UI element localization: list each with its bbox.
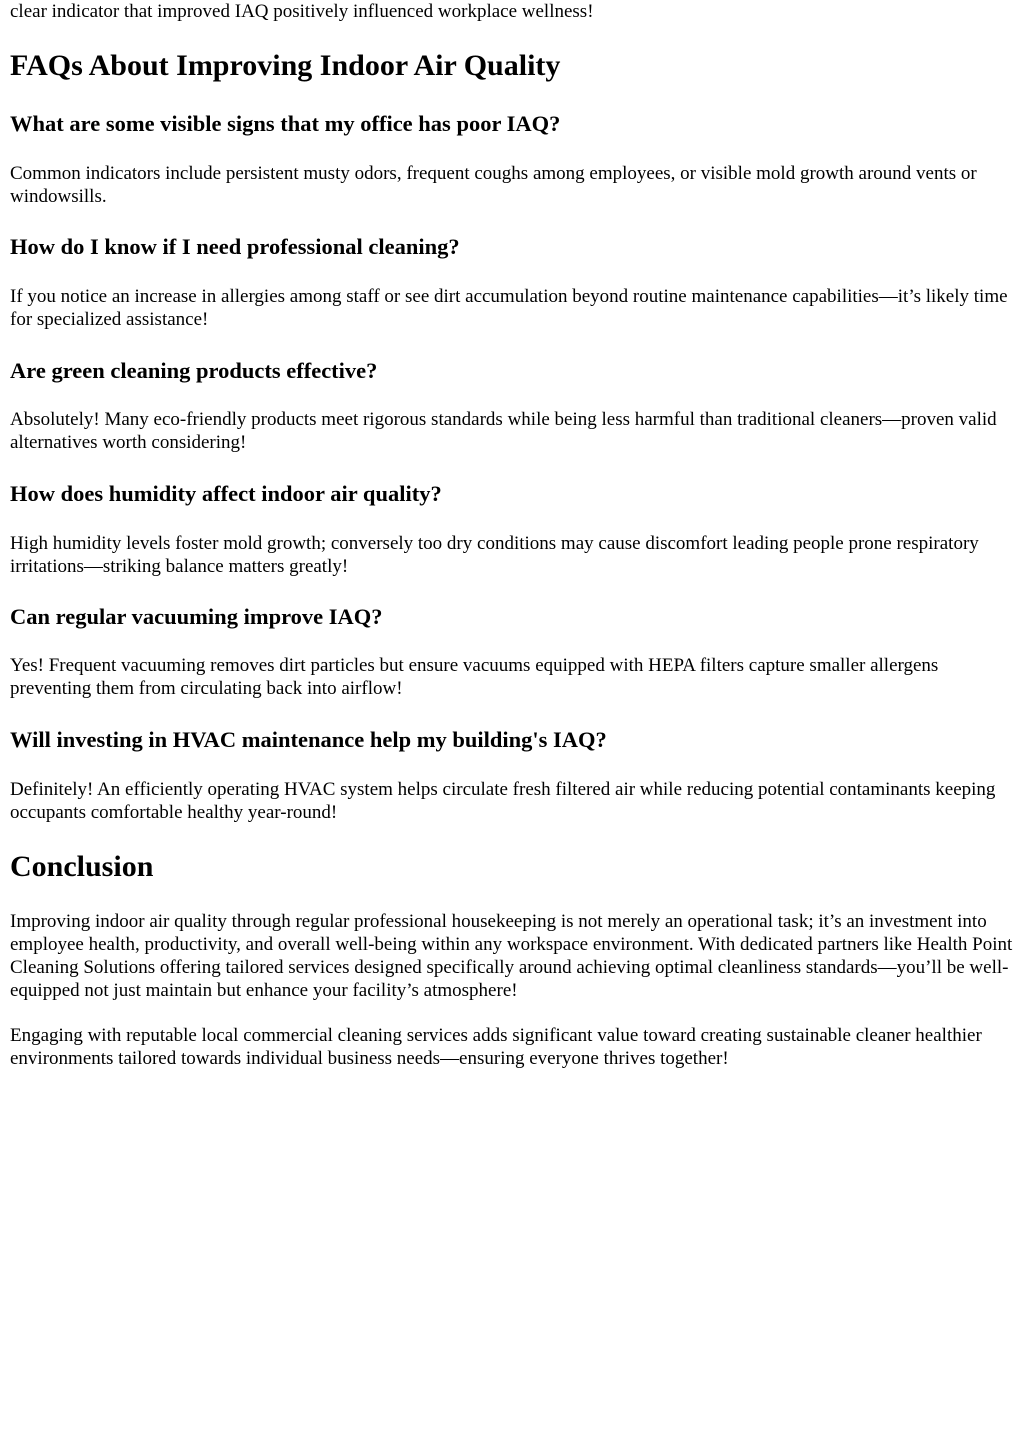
conclusion-heading: Conclusion — [10, 850, 154, 883]
faq-heading: FAQs About Improving Indoor Air Quality — [10, 49, 561, 82]
conclusion-paragraph: Improving indoor air quality through regular professional housekeeping is not merely an operational task; it’s an investment into employee health, productivity, and overall well-being within any workspace environment. With dedicated partners like Health Point Cleaning Solutions offering tailored services designed specifically around achieving optimal cleanliness standards—you’ll be well-equipped not just maintain but enhance your facility’s atmosphere! — [10, 911, 1013, 1001]
faq-answer: Yes! Frequent vacuuming removes dirt particles but ensure vacuums equipped with HEPA filters capture smaller allergens preventing them from circulating back into airflow! — [10, 655, 939, 699]
faq-answer: If you notice an increase in allergies among staff or see dirt accumulation beyond routine maintenance capabilities—it’s likely time for specialized assistance! — [10, 286, 1008, 330]
faq-question: How do I know if I need professional cleaning? — [10, 234, 460, 259]
lead-in-text: clear indicator that improved IAQ positively influenced workplace wellness! — [10, 1, 594, 22]
conclusion-paragraph: Engaging with reputable local commercial cleaning services adds significant value toward creating sustainable cleaner healthier environments tailored towards individual business needs—ensuring everyone thrives together! — [10, 1025, 982, 1069]
faq-answer: High humidity levels foster mold growth; conversely too dry conditions may cause discomfort leading people prone respiratory irritations—striking balance matters greatly! — [10, 533, 979, 577]
faq-answer: Absolutely! Many eco-friendly products meet rigorous standards while being less harmful than traditional cleaners—proven valid alternatives worth considering! — [10, 409, 997, 453]
faq-question: How does humidity affect indoor air quality? — [10, 481, 442, 506]
faq-answer: Common indicators include persistent musty odors, frequent coughs among employees, or visible mold growth around vents or windowsills. — [10, 163, 977, 207]
faq-question: Are green cleaning products effective? — [10, 358, 378, 383]
faq-answer: Definitely! An efficiently operating HVAC system helps circulate fresh filtered air while reducing potential contaminants keeping occupants comfortable healthy year-round! — [10, 779, 996, 823]
faq-question: Can regular vacuuming improve IAQ? — [10, 604, 383, 629]
faq-question: Will investing in HVAC maintenance help my building's IAQ? — [10, 727, 607, 752]
faq-question: What are some visible signs that my office has poor IAQ? — [10, 111, 561, 136]
